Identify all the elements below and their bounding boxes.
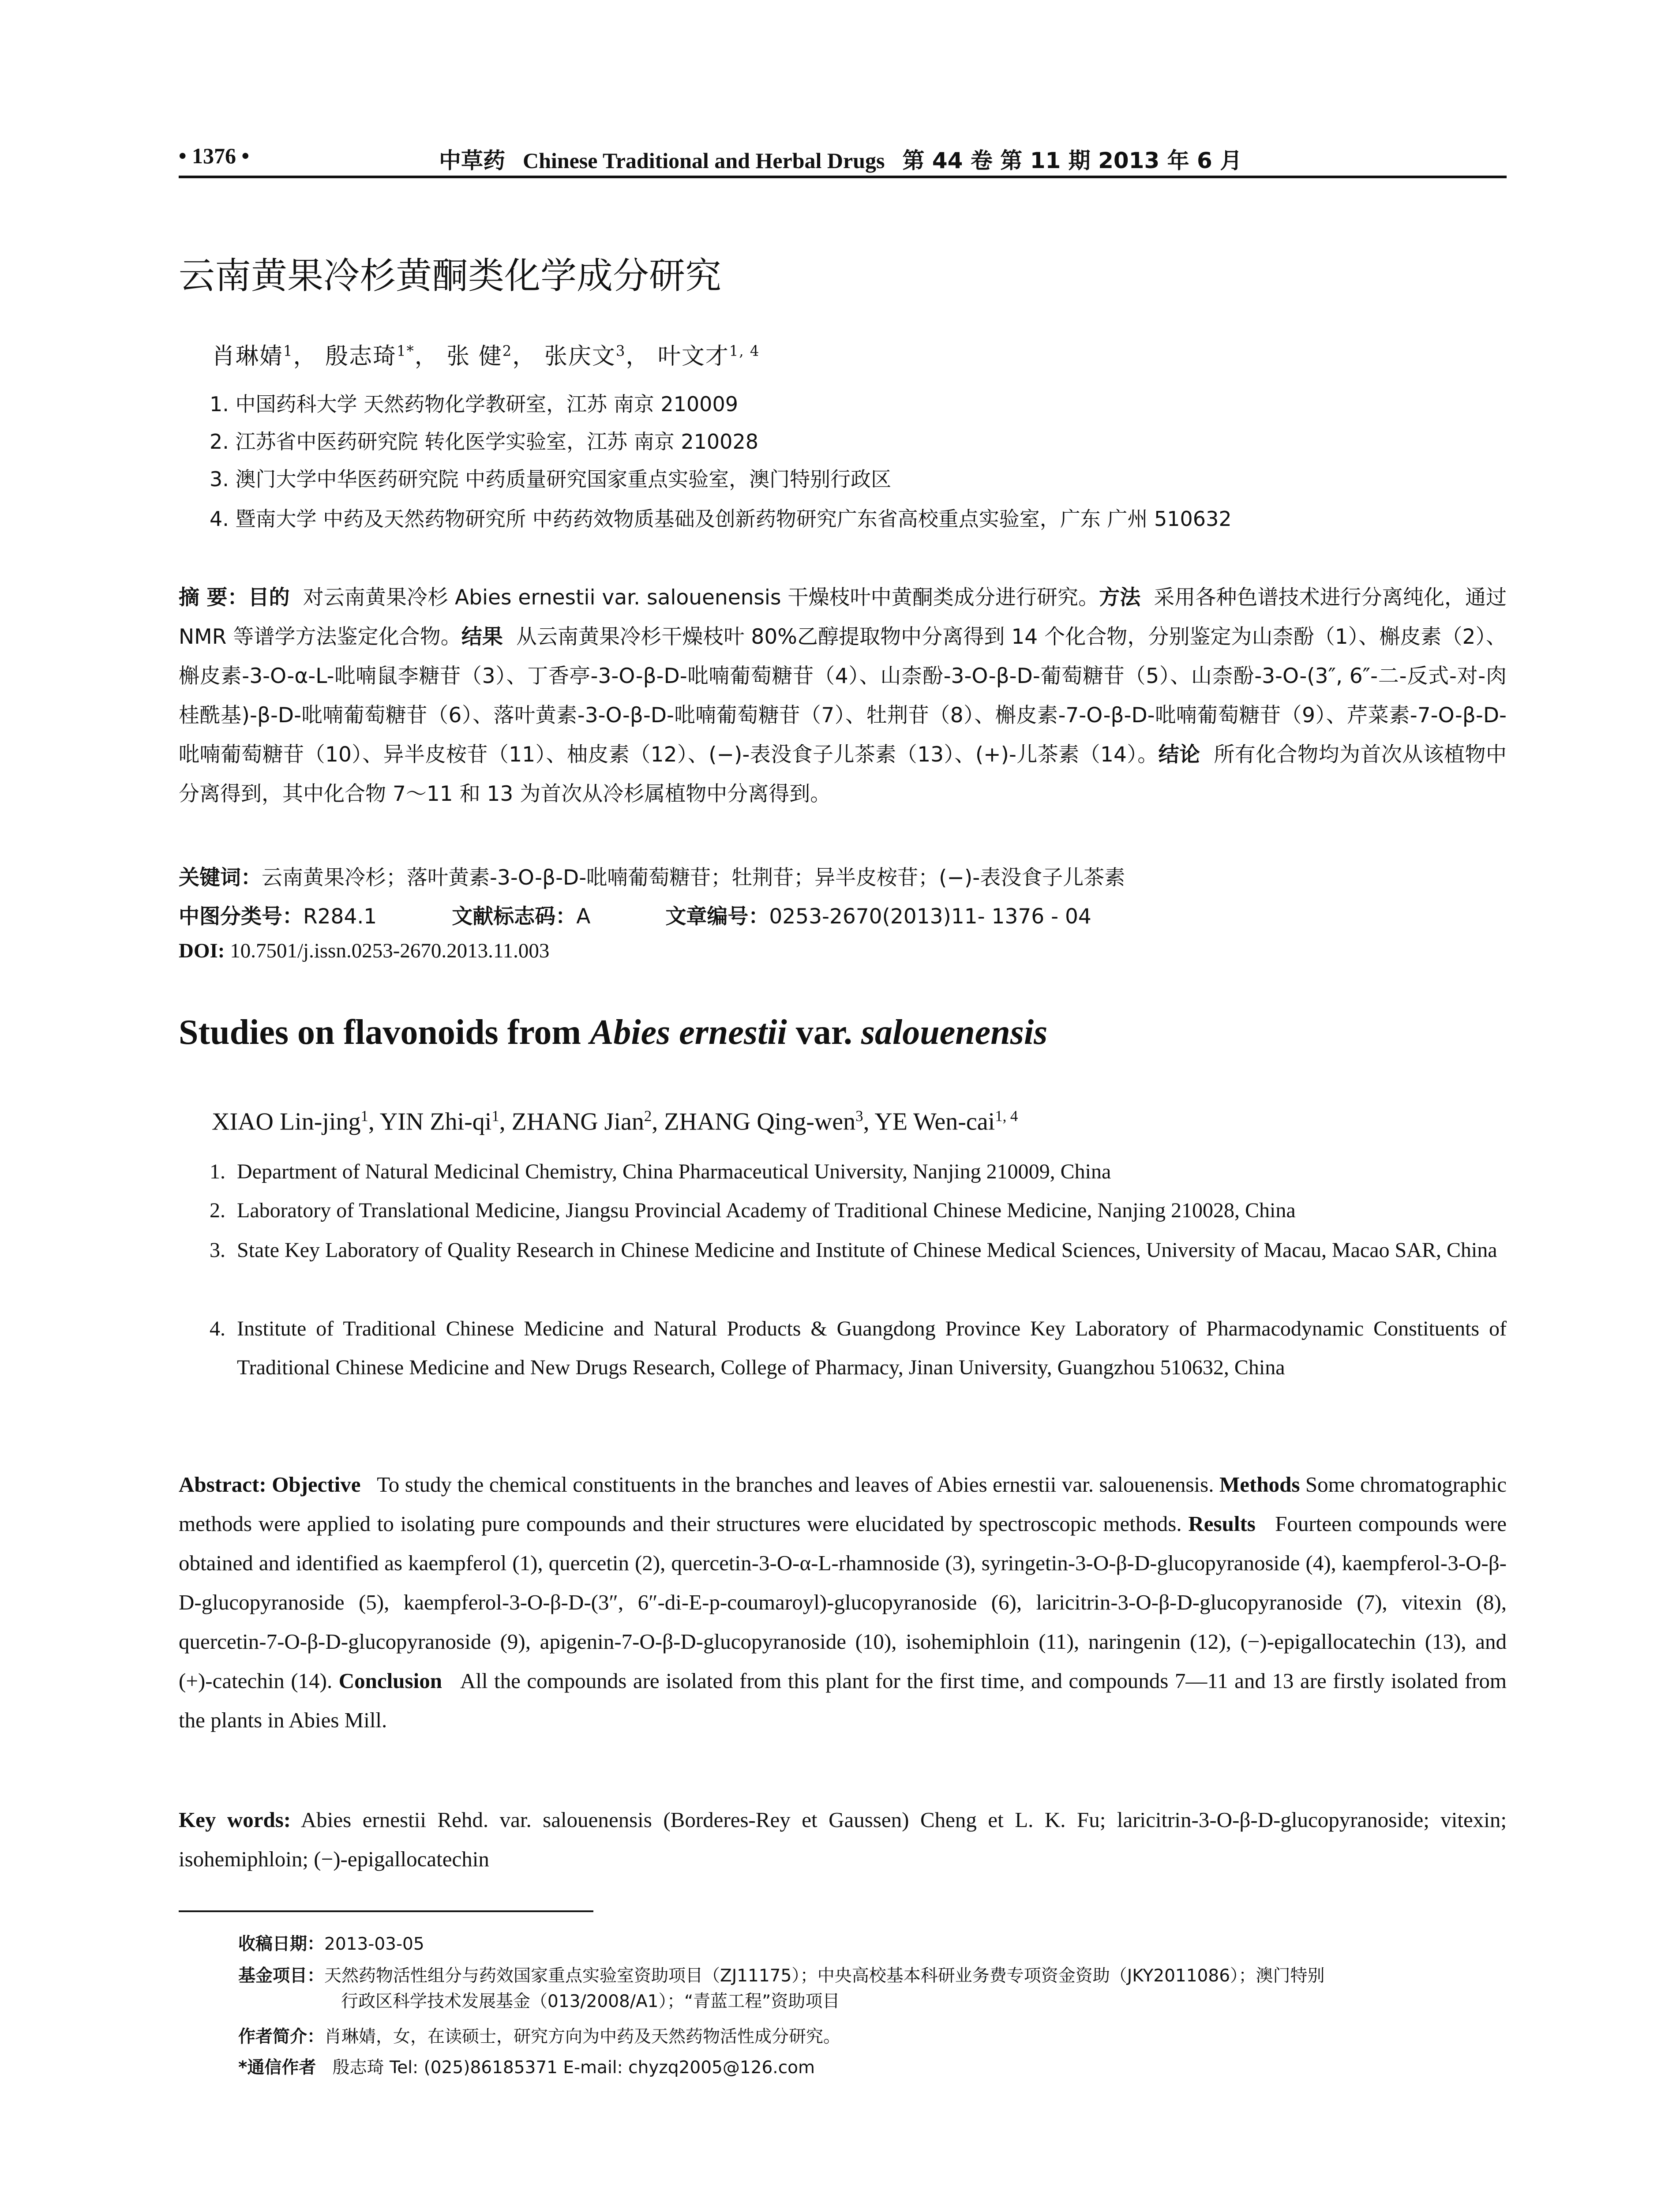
affiliation-text: State Key Laboratory of Quality Research in Chinese Medicine and Institute of Chinese Medical Sciences, University of Macau, Macao SAR, China <box>237 1238 1497 1262</box>
author-affiliation-mark: 2 <box>502 342 513 360</box>
author-affiliation-mark: 2 <box>644 1107 652 1125</box>
objective-text: 对云南黄果冷杉 Abies ernestii var. salouenensis 干燥枝叶中黄酮类成分进行研究。 <box>303 585 1099 610</box>
conclusion-text: 所有化合物均为首次从该植物中分离得到，其中化合物 7～11 和 13 为首次从冷杉属植物中分离得到。 <box>179 743 1507 806</box>
results-text: 从云南黄果冷杉干燥枝叶 80%乙醇提取物中分离得到 14 个化合物，分别鉴定为山柰酚（1）、槲皮素（2）、槲皮素-3-O-α-L-吡喃鼠李糖苷（3）、丁香亭-3-O-β-D-吡喃葡萄糖苷（4）、山柰酚-3-O-β-D-葡萄糖苷（5）、山柰酚-3-O-(3″, 6″-二-反式-对-肉桂酰基)-β-D-吡喃葡萄糖苷（6）、落叶黄素-3-O-β-D-吡喃葡萄糖苷（7）、牡荆苷（8）、槲皮素-7-O-β-D-吡喃葡萄糖苷（9）、芹菜素-7-O-β-D-吡喃葡萄糖苷（10）、异半皮桉苷（11）、柚皮素（12）、(−)-表没食子儿茶素（13）、(+)-儿茶素（14）。 <box>179 625 1507 767</box>
conclusion-label: 结论 <box>1158 743 1200 767</box>
footnote-received <box>238 1932 1509 1957</box>
affiliation-en-3 <box>210 1231 1507 1270</box>
author-affiliation-mark: 1 <box>283 342 293 360</box>
classification-line <box>179 900 1091 930</box>
author-affiliation-mark: 3 <box>855 1107 863 1125</box>
keywords-text: 云南黄果冷杉；落叶黄素-3-O-β-D-吡喃葡萄糖苷；牡荆苷；异半皮桉苷；(−)-表没食子儿茶素 <box>262 866 1125 890</box>
journal-name <box>439 143 1242 175</box>
keywords-text: Abies ernestii Rehd. var. salouenensis (Borderes-Rey et Gaussen) Cheng et L. K. Fu; laricitrin-3-O-β-D-glucopyranoside; vitexin; isohemiphloin; (−)-epigallocatechin <box>179 1808 1507 1871</box>
results-text: Fourteen compounds were obtained and identified as kaempferol (1), quercetin (2), quercetin-3-O-α-L-rhamnoside (3), syringetin-3-O-β-D-glucopyranoside (4), kaempferol-3-O-β-D-glucopyranoside (5), kaempferol-3-O-β-D-(3″, 6″-di-E-p-coumaroyl)-glucopyranoside (6), laricitrin-3-O-β-D-glucopyranoside (7), vitexin (8), quercetin-7-O-β-D-glucopyranoside (9), apigenin-7-O-β-D-glucopyranoside (10), isohemiphloin (11), naringenin (12), (−)-epigallocatechin (13), and (+)-catechin (14). <box>179 1512 1507 1693</box>
affiliation-number: 4. <box>210 1317 225 1340</box>
author-name: 叶文才 <box>657 343 729 370</box>
doc-code-value: A <box>576 904 591 929</box>
keywords-chinese <box>179 861 1125 891</box>
author-name: ZHANG Jian <box>511 1108 644 1136</box>
doi-value: 10.7501/j.issn.0253-2670.2013.11.003 <box>230 939 550 962</box>
abstract-label: 摘 要： <box>179 585 248 610</box>
footnote-rule <box>179 1910 593 1912</box>
clc-label: 中图分类号： <box>179 904 303 929</box>
affiliation-text: Institute of Traditional Chinese Medicine and Natural Products & Guangdong Province Key Laboratory of Pharmacodynamic Constituents of Traditional Chinese Medicine and New Drugs Research, College of Pharmacy, Jinan University, Guangzhou 510632, China <box>237 1317 1507 1379</box>
footnote-corresponding <box>238 2055 1509 2081</box>
author-affiliation-mark: 1 <box>360 1107 368 1125</box>
title-chinese: 云南黄果冷杉黄酮类化学成分研究 <box>179 255 722 297</box>
bio-label: 作者简介： <box>238 2027 325 2047</box>
title-en-variety: salouenensis <box>861 1013 1048 1052</box>
abstract-label: Abstract: <box>179 1472 266 1497</box>
title-en-prefix: Studies on flavonoids from <box>179 1013 590 1052</box>
author-affiliation-mark: 3 <box>615 342 626 360</box>
author-name: YIN Zhi-qi <box>379 1108 492 1136</box>
header-rule <box>179 176 1507 178</box>
author-affiliation-mark: 1, 4 <box>995 1107 1018 1125</box>
methods-label: 方法 <box>1099 585 1141 610</box>
methods-text: Some chromatographic methods were applied to isolating pure compounds and their structures were elucidated by spectroscopic methods. <box>179 1472 1507 1536</box>
author-name: XIAO Lin-jing <box>212 1108 361 1136</box>
keywords-label: 关键词： <box>179 866 262 890</box>
received-label: 收稿日期： <box>238 1934 325 1954</box>
corresponding-text: 殷志琦 Tel: (025)86185371 E-mail: chyzq2005@126.com <box>332 2058 815 2078</box>
affiliation-number: 3. <box>210 1238 225 1262</box>
objective-label: Objective <box>272 1472 361 1497</box>
title-en-mid: var. <box>787 1013 861 1052</box>
author-name: 殷志琦 <box>325 343 397 370</box>
title-en-species: Abies ernestii <box>590 1013 787 1052</box>
clc-value: R284.1 <box>303 904 377 929</box>
methods-label: Methods <box>1219 1472 1300 1497</box>
page-number: • 1376 • <box>179 143 250 168</box>
author-affiliation-mark: 1, 4 <box>729 342 760 360</box>
title-english <box>179 1013 1047 1053</box>
author-name: YE Wen-cai <box>874 1108 995 1136</box>
journal-name-en: Chinese Traditional and Herbal Drugs <box>523 148 885 173</box>
affiliation-en-2 <box>210 1191 1507 1230</box>
author-name: ZHANG Qing-wen <box>664 1108 856 1136</box>
affiliation-en-1 <box>210 1152 1507 1191</box>
affiliation-number: 2. <box>210 1199 225 1222</box>
affiliation-cn-3: 3. 澳门大学中华医药研究院 中药质量研究国家重点实验室，澳门特别行政区 <box>210 467 892 491</box>
doi-line <box>179 939 549 963</box>
affiliation-text: Laboratory of Translational Medicine, Jiangsu Provincial Academy of Traditional Chinese Medicine, Nanjing 210028, China <box>237 1199 1296 1222</box>
keywords-english <box>179 1800 1507 1879</box>
results-label: Results <box>1188 1512 1256 1536</box>
conclusion-label: Conclusion <box>338 1669 442 1693</box>
affiliation-en-4 <box>210 1309 1507 1387</box>
abstract-english <box>179 1465 1507 1740</box>
running-header <box>179 141 1507 176</box>
affiliation-text: Department of Natural Medicinal Chemistry, China Pharmaceutical University, Nanjing 210009, China <box>237 1160 1111 1183</box>
objective-label: 目的 <box>248 585 290 610</box>
footnote-fund <box>238 1963 1509 2015</box>
authors-english: XIAO Lin-jing$^1$, YIN Zhi-$qi^1$, ZHANG Jian$^2$, ZHANG Qing-wen$^3$, YE Wen-cai$^{1, 4}$ <box>212 1107 1018 1136</box>
received-date: 2013-03-05 <box>324 1934 424 1954</box>
results-label: 结果 <box>461 625 503 649</box>
author-affiliation-mark: 1* <box>397 342 415 360</box>
affiliation-cn-1: 1. 中国药科大学 天然药物化学教研室，江苏 南京 210009 <box>210 392 738 416</box>
author-affiliation-mark: 1 <box>491 1107 499 1125</box>
journal-name-cn: 中草药 <box>439 148 505 173</box>
affiliation-number: 1. <box>210 1160 225 1183</box>
issue-info: 第 44 卷 第 11 期 2013 年 6 月 <box>902 148 1242 173</box>
authors-chinese: 肖琳婧$^1$， 殷志琦$^{1*}$， 张 健$^2$， 张庆文$^3$， 叶文才$^{1, 4}$ <box>212 342 760 370</box>
author-name: 张庆文 <box>544 343 616 370</box>
conclusion-text: All the compounds are isolated from this plant for the first time, and compounds 7—11 and 13 are firstly isolated from the plants in Abies Mill. <box>179 1669 1507 1732</box>
abstract-chinese <box>179 578 1507 814</box>
fund-text-line2: 行政区科学技术发展基金（013/2008/A1）；“青蓝工程”资助项目 <box>341 1992 840 2011</box>
affiliation-cn-2: 2. 江苏省中医药研究院 转化医学实验室，江苏 南京 210028 <box>210 430 758 454</box>
doc-code-label: 文献标志码： <box>452 904 577 929</box>
corresponding-label: *通信作者 <box>238 2058 316 2078</box>
objective-text: To study the chemical constituents in the branches and leaves of Abies ernestii var. salouenensis. <box>377 1472 1214 1497</box>
article-number-value: 0253-2670(2013)11- 1376 - 04 <box>769 904 1091 929</box>
affiliation-cn-4: 4. 暨南大学 中药及天然药物研究所 中药药效物质基础及创新药物研究广东省高校重点实验室，广东 广州 510632 <box>210 507 1232 531</box>
bio-text: 肖琳婧，女，在读硕士，研究方向为中药及天然药物活性成分研究。 <box>324 2027 841 2047</box>
author-name: 肖琳婧 <box>212 343 284 370</box>
doi-label: DOI: <box>179 939 225 962</box>
article-number-label: 文章编号： <box>665 904 769 929</box>
fund-text-line1: 天然药物活性组分与药效国家重点实验室资助项目（ZJ11175）；中央高校基本科研业务费专项资金资助（JKY2011086）；澳门特别 <box>324 1966 1325 1986</box>
footnote-author-bio <box>238 2024 1509 2050</box>
methods-text: 采用各种色谱技术进行分离纯化，通过 NMR 等谱学方法鉴定化合物。 <box>179 585 1507 649</box>
fund-label: 基金项目： <box>238 1966 325 1986</box>
author-name: 张 健 <box>446 343 502 370</box>
keywords-label: Key words: <box>179 1808 291 1832</box>
